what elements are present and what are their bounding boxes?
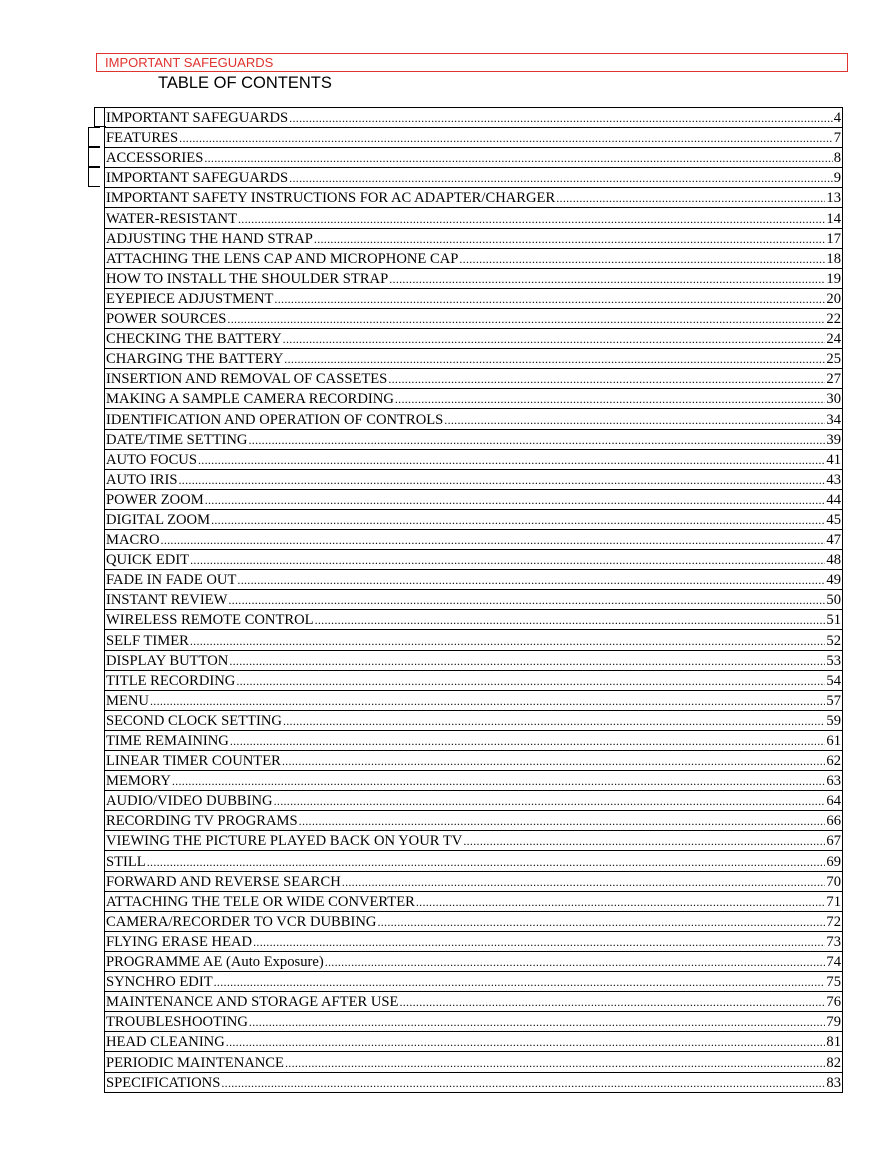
toc-entry-page: 76: [826, 994, 841, 1011]
toc-entry-title: IMPORTANT SAFEGUARDS: [106, 110, 289, 127]
toc-entry[interactable]: [105, 1032, 842, 1052]
toc-entry-title: PROGRAMME AE (Auto Exposure): [106, 954, 324, 971]
toc-entry[interactable]: [105, 550, 842, 570]
toc-entry-title: SECOND CLOCK SETTING: [106, 712, 282, 729]
toc-entry-title: SPECIFICATIONS: [106, 1074, 221, 1091]
toc-entry-page: 39: [826, 431, 841, 448]
toc-entry-title: MACRO: [106, 532, 160, 549]
toc-entry-page: 53: [826, 652, 841, 669]
toc-title: TABLE OF CONTENTS: [158, 74, 332, 92]
toc-entry-page: 67: [826, 833, 841, 850]
toc-entry-page: 47: [826, 532, 841, 549]
toc-dot-leader: [221, 1075, 825, 1091]
toc-entry-page: 44: [826, 491, 841, 508]
toc-entry-title: IMPORTANT SAFETY INSTRUCTIONS FOR AC ADAPTER/CHARGER: [106, 190, 556, 207]
toc-dot-leader: [172, 773, 826, 789]
toc-dot-leader: [299, 813, 826, 829]
toc-entry[interactable]: [105, 972, 842, 992]
toc-entry-page: 52: [826, 632, 841, 649]
toc-entry-page: 20: [826, 290, 841, 307]
toc-entry-title: MAKING A SAMPLE CAMERA RECORDING: [106, 391, 394, 408]
toc-dot-leader: [236, 673, 825, 689]
toc-entry-page: 74: [826, 954, 841, 971]
toc-entry[interactable]: [105, 751, 842, 771]
toc-entry-title: QUICK EDIT: [106, 552, 190, 569]
toc-entry-title: SYNCHRO EDIT: [106, 974, 213, 991]
toc-entry[interactable]: [105, 249, 842, 269]
toc-entry[interactable]: [105, 1052, 842, 1072]
toc-dot-leader: [459, 251, 825, 267]
toc-entry-page: 75: [826, 974, 841, 991]
toc-dot-leader: [230, 733, 826, 749]
toc-entry[interactable]: [105, 691, 842, 711]
toc-entry[interactable]: [105, 389, 842, 409]
toc-entry-page: 49: [826, 572, 841, 589]
toc-dot-leader: [190, 633, 826, 649]
toc-entry[interactable]: [105, 590, 842, 610]
toc-entry-title: FORWARD AND REVERSE SEARCH: [106, 873, 341, 890]
toc-entry-page: 19: [826, 270, 841, 287]
toc-entry-page: 69: [826, 853, 841, 870]
toc-dot-leader: [285, 1055, 825, 1071]
toc-dot-leader: [284, 351, 825, 367]
toc-dot-leader: [282, 753, 826, 769]
toc-entry-page: 17: [826, 230, 841, 247]
toc-entry[interactable]: [105, 128, 842, 148]
toc-entry-page: 22: [826, 311, 841, 328]
toc-dot-leader: [389, 271, 825, 287]
toc-entry-page: 61: [826, 733, 841, 749]
toc-entry-title: INSTANT REVIEW: [106, 592, 228, 609]
toc-dot-leader: [147, 854, 826, 870]
toc-entry[interactable]: [105, 269, 842, 289]
toc-entry-page: 8: [833, 150, 841, 167]
toc-entry-title: SELF TIMER: [106, 632, 189, 649]
toc-entry-title: FADE IN FADE OUT: [106, 572, 237, 589]
toc-entry-page: 43: [826, 471, 841, 488]
toc-entry[interactable]: [105, 811, 842, 831]
toc-entry-title: TIME REMAINING: [106, 733, 229, 749]
toc-list: [104, 107, 843, 1093]
toc-entry-page: 59: [826, 712, 841, 729]
toc-entry-page: 25: [826, 351, 841, 368]
toc-entry-title: WIRELESS REMOTE CONTROL: [106, 612, 314, 629]
toc-entry-page: 18: [826, 250, 841, 267]
toc-entry-title: CHARGING THE BATTERY: [106, 351, 284, 368]
toc-entry-title: ATTACHING THE TELE OR WIDE CONVERTER: [106, 893, 415, 910]
toc-dot-leader: [211, 512, 825, 528]
toc-entry[interactable]: [105, 731, 842, 751]
toc-entry-title: MENU: [106, 692, 149, 709]
toc-entry[interactable]: [105, 510, 842, 530]
toc-dot-leader: [289, 110, 833, 126]
toc-entry[interactable]: [105, 851, 842, 871]
toc-entry-title: TROUBLESHOOTING: [106, 1014, 248, 1031]
toc-entry-page: 13: [826, 190, 841, 207]
toc-entry[interactable]: [105, 289, 842, 309]
toc-entry-page: 82: [826, 1054, 841, 1071]
toc-dot-leader: [161, 532, 826, 548]
toc-entry[interactable]: [105, 791, 842, 811]
toc-dot-leader: [399, 994, 825, 1010]
toc-entry[interactable]: [105, 309, 842, 329]
toc-entry[interactable]: [105, 610, 842, 630]
toc-entry-title: WATER-RESISTANT: [106, 210, 237, 227]
toc-entry-page: 14: [826, 210, 841, 227]
toc-entry[interactable]: [105, 912, 842, 932]
toc-dot-leader: [179, 130, 833, 146]
toc-entry-title: CHECKING THE BATTERY: [106, 331, 282, 348]
toc-entry-page: 71: [826, 893, 841, 910]
toc-entry[interactable]: [105, 148, 842, 168]
toc-dot-leader: [388, 371, 825, 387]
toc-entry-page: 64: [826, 793, 841, 810]
toc-entry-title: INSERTION AND REMOVAL OF CASSETES: [106, 371, 388, 388]
toc-entry[interactable]: [105, 892, 842, 912]
toc-entry-page: 50: [826, 592, 841, 609]
toc-entry-page: 9: [833, 170, 841, 187]
toc-entry-title: RECORDING TV PROGRAMS: [106, 813, 298, 830]
toc-entry-page: 72: [826, 913, 841, 930]
toc-entry-title: MAINTENANCE AND STORAGE AFTER USE: [106, 994, 399, 1011]
toc-entry-page: 27: [826, 371, 841, 388]
toc-entry-page: 54: [826, 672, 841, 689]
toc-dot-leader: [150, 693, 825, 709]
toc-dot-leader: [229, 653, 825, 669]
toc-entry-page: 7: [833, 130, 841, 147]
toc-entry-title: DIGITAL ZOOM: [106, 511, 211, 528]
toc-entry-title: TITLE RECORDING: [106, 672, 236, 689]
toc-entry-page: 51: [826, 612, 841, 629]
toc-entry[interactable]: [105, 530, 842, 550]
toc-dot-leader: [226, 1034, 826, 1050]
toc-entry-title: POWER SOURCES: [106, 311, 227, 328]
toc-dot-leader: [249, 1014, 826, 1030]
toc-dot-leader: [190, 552, 825, 568]
toc-entry[interactable]: [105, 229, 842, 249]
toc-entry-title: ACCESSORIES: [106, 150, 204, 167]
toc-entry[interactable]: [105, 771, 842, 791]
toc-entry-title: ATTACHING THE LENS CAP AND MICROPHONE CAP: [106, 250, 459, 267]
toc-entry-page: 34: [826, 411, 841, 428]
toc-entry[interactable]: [105, 329, 842, 349]
toc-dot-leader: [274, 793, 826, 809]
toc-dot-leader: [289, 170, 833, 186]
toc-entry-title: LINEAR TIMER COUNTER: [106, 753, 281, 770]
toc-entry[interactable]: [105, 470, 842, 490]
toc-entry-title: STILL: [106, 853, 146, 870]
toc-entry-title: AUTO IRIS: [106, 471, 178, 488]
toc-entry[interactable]: [105, 570, 842, 590]
toc-dot-leader: [463, 833, 825, 849]
toc-entry[interactable]: [105, 349, 842, 369]
toc-entry[interactable]: [105, 1073, 842, 1093]
toc-entry[interactable]: [105, 932, 842, 952]
toc-dot-leader: [204, 150, 832, 166]
toc-dot-leader: [395, 391, 826, 407]
toc-entry-title: EYEPIECE ADJUSTMENT: [106, 290, 274, 307]
toc-entry-title: VIEWING THE PICTURE PLAYED BACK ON YOUR TV: [106, 833, 463, 850]
toc-entry-page: 79: [826, 1014, 841, 1031]
toc-entry-page: 70: [826, 873, 841, 890]
toc-entry-title: HEAD CLEANING: [106, 1034, 225, 1051]
toc-entry-title: CAMERA/RECORDER TO VCR DUBBING: [106, 913, 377, 930]
toc-dot-leader: [237, 572, 825, 588]
toc-entry-title: DATE/TIME SETTING: [106, 431, 248, 448]
toc-entry-page: 48: [826, 552, 841, 569]
toc-dot-leader: [314, 231, 826, 247]
toc-entry[interactable]: [105, 711, 842, 731]
toc-entry-title: IDENTIFICATION AND OPERATION OF CONTROLS: [106, 411, 444, 428]
toc-entry[interactable]: [105, 1012, 842, 1032]
side-bracket-mark: [88, 127, 100, 147]
toc-entry-title: FEATURES: [106, 130, 179, 147]
toc-dot-leader: [179, 472, 826, 488]
toc-dot-leader: [274, 291, 825, 307]
toc-dot-leader: [214, 974, 826, 990]
toc-entry-page: 45: [826, 511, 841, 528]
toc-entry[interactable]: [105, 671, 842, 691]
toc-entry-page: 81: [826, 1034, 841, 1051]
toc-entry[interactable]: [105, 952, 842, 972]
toc-entry-page: 63: [826, 773, 841, 790]
side-bracket-mark: [88, 147, 100, 167]
toc-dot-leader: [283, 331, 826, 347]
toc-entry[interactable]: [105, 630, 842, 650]
toc-entry[interactable]: [105, 450, 842, 470]
toc-entry-page: 4: [833, 110, 841, 127]
header-safeguards-link[interactable]: IMPORTANT SAFEGUARDS: [96, 53, 848, 72]
toc-dot-leader: [227, 311, 825, 327]
toc-entry-title: AUTO FOCUS: [106, 451, 197, 468]
toc-entry[interactable]: [105, 430, 842, 450]
toc-dot-leader: [315, 612, 826, 628]
toc-entry-title: ADJUSTING THE HAND STRAP: [106, 230, 313, 247]
toc-entry-title: DISPLAY BUTTON: [106, 652, 229, 669]
toc-entry-page: 24: [826, 331, 841, 348]
toc-entry-page: 41: [826, 451, 841, 468]
toc-entry-title: AUDIO/VIDEO DUBBING: [106, 793, 273, 810]
toc-dot-leader: [556, 190, 825, 206]
toc-entry[interactable]: [105, 872, 842, 892]
toc-entry[interactable]: [105, 208, 842, 228]
toc-dot-leader: [377, 914, 825, 930]
toc-dot-leader: [205, 492, 826, 508]
toc-entry[interactable]: [105, 168, 842, 188]
toc-entry-title: IMPORTANT SAFEGUARDS: [106, 170, 289, 187]
toc-entry-title: MEMORY: [106, 773, 171, 790]
toc-dot-leader: [416, 894, 826, 910]
toc-dot-leader: [198, 452, 825, 468]
toc-entry[interactable]: [105, 369, 842, 389]
toc-dot-leader: [238, 211, 825, 227]
toc-dot-leader: [248, 432, 825, 448]
toc-entry-page: 30: [826, 391, 841, 408]
toc-dot-leader: [283, 713, 825, 729]
toc-entry[interactable]: [105, 108, 842, 128]
toc-entry-title: PERIODIC MAINTENANCE: [106, 1054, 284, 1071]
toc-entry-title: POWER ZOOM: [106, 491, 204, 508]
toc-dot-leader: [253, 934, 825, 950]
toc-entry-page: 62: [826, 753, 841, 770]
toc-entry[interactable]: [105, 651, 842, 671]
toc-entry[interactable]: [105, 831, 842, 851]
toc-entry-page: 83: [826, 1074, 841, 1091]
toc-entry-page: 66: [826, 813, 841, 830]
toc-dot-leader: [342, 874, 826, 890]
side-bracket-mark: [88, 167, 100, 187]
toc-entry-page: 57: [826, 692, 841, 709]
toc-entry[interactable]: [105, 490, 842, 510]
toc-dot-leader: [325, 954, 826, 970]
toc-entry-title: FLYING ERASE HEAD: [106, 933, 253, 950]
toc-entry[interactable]: [105, 188, 842, 208]
toc-dot-leader: [444, 412, 825, 428]
toc-entry-title: HOW TO INSTALL THE SHOULDER STRAP: [106, 270, 389, 287]
toc-entry-page: 73: [826, 933, 841, 950]
toc-entry[interactable]: [105, 409, 842, 429]
toc-entry[interactable]: [105, 992, 842, 1012]
toc-dot-leader: [228, 592, 825, 608]
